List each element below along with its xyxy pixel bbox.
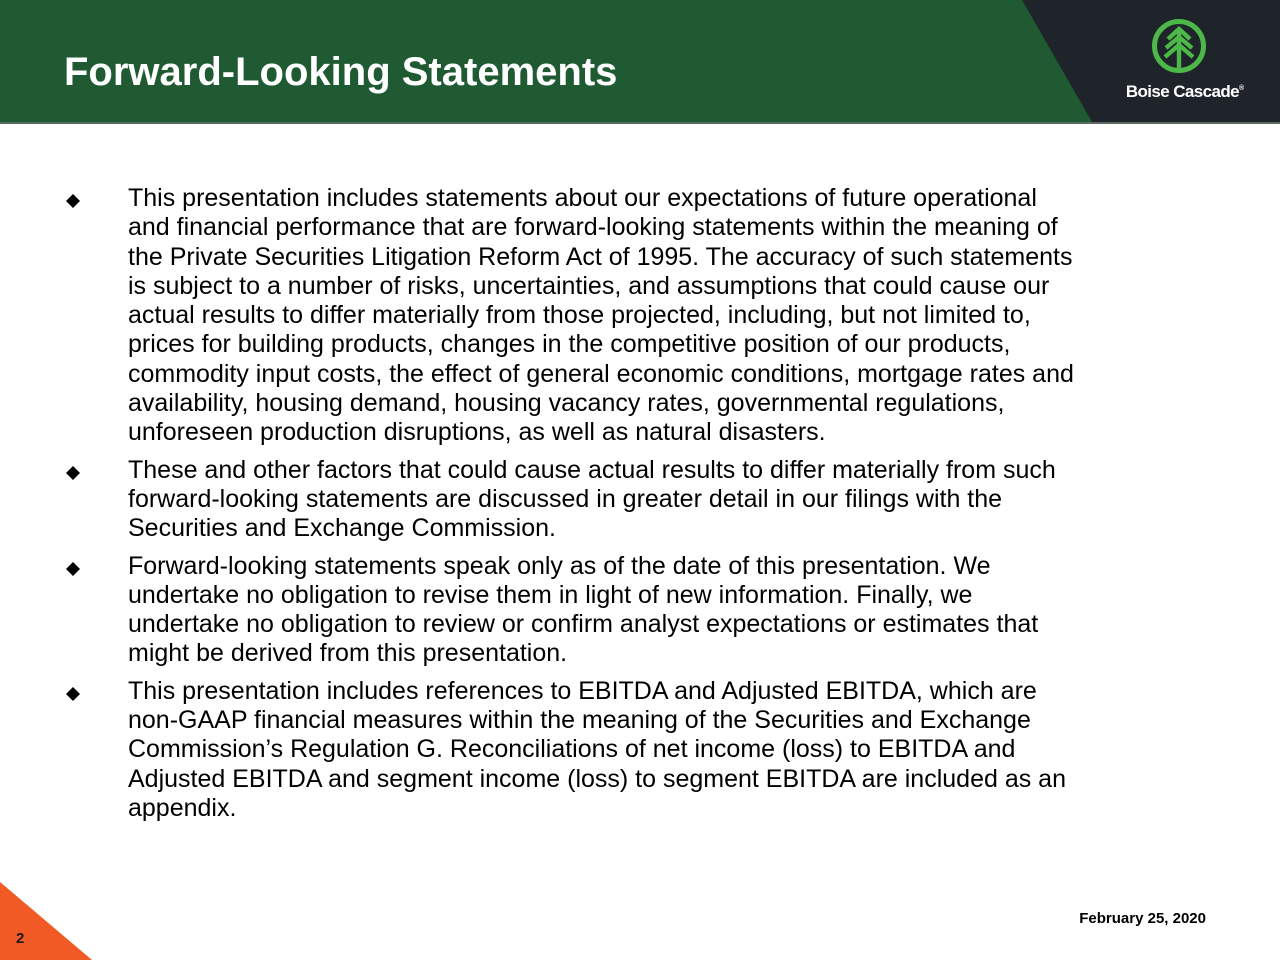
bullet-text-line: commodity input costs, the effect of general economic conditions, mortgage rates and [128,359,1074,388]
page-corner-triangle [0,882,92,960]
bullet-list [0,184,1280,831]
bullet-text-line: non-GAAP financial measures within the meaning of the Securities and Exchange [128,706,1031,735]
diamond-bullet-icon [66,562,80,576]
diamond-bullet-icon [66,687,80,701]
bullet-text-line: might be derived from this presentation. [128,639,568,668]
bullet-text-line: prices for building products, changes in the competitive position of our products, [128,330,1011,359]
bullet-item [0,184,1208,448]
bullet-text-line: These and other factors that could cause actual results to differ materially from such [128,455,1056,484]
page-number: 2 [16,930,25,947]
company-logo [1110,18,1260,108]
header-band [0,0,1280,122]
tree-in-circle-icon [1151,18,1207,74]
bullet-text-line: This presentation includes statements about our expectations of future operational [128,184,1037,212]
diamond-bullet-icon [66,466,80,480]
company-name: Boise Cascade® [1125,82,1245,101]
bullet-text-line: Adjusted EBITDA and segment income (loss) to segment EBITDA are included as an [128,764,1066,793]
bullet-text-line: Commission’s Regulation G. Reconciliations of net income (loss) to EBITDA and [128,735,1016,764]
bullet-text-line: appendix. [128,793,237,822]
diamond-bullet-icon [66,194,80,208]
bullet-text-line: undertake no obligation to revise them in light of new information. Finally, we [128,580,973,609]
bullet-text-line: This presentation includes references to EBITDA and Adjusted EBITDA, which are [128,676,1037,705]
bullet-item [0,677,1208,823]
bullet-text-line: Forward-looking statements speak only as of the date of this presentation. We [128,551,991,580]
bullet-text-line: and financial performance that are forward-looking statements within the meaning of [128,213,1058,242]
page-title: Forward-Looking Statements [64,50,618,94]
bullet-text-line: availability, housing demand, housing vacancy rates, governmental regulations, [128,389,1005,418]
bullet-text-line: undertake no obligation to review or confirm analyst expectations or estimates that [128,610,1039,639]
bullet-text-line: Securities and Exchange Commission. [128,514,556,543]
bullet-text-line: the Private Securities Litigation Reform Act of 1995. The accuracy of such statements [128,242,1073,271]
bullet-text-line: unforeseen production disruptions, as well as natural disasters. [128,418,826,447]
bullet-text-line: actual results to differ materially from those projected, including, but not limited to, [128,301,1031,330]
header-divider [0,122,1280,124]
bullet-text-line: is subject to a number of risks, uncertainties, and assumptions that could cause our [128,271,1050,300]
bullet-item [0,456,1208,544]
registered-mark: ® [1238,85,1245,92]
bullet-text-line: forward-looking statements are discussed in greater detail in our filings with the [128,484,1003,513]
bullet-item [0,552,1208,669]
presentation-date: February 25, 2020 [1079,910,1206,927]
